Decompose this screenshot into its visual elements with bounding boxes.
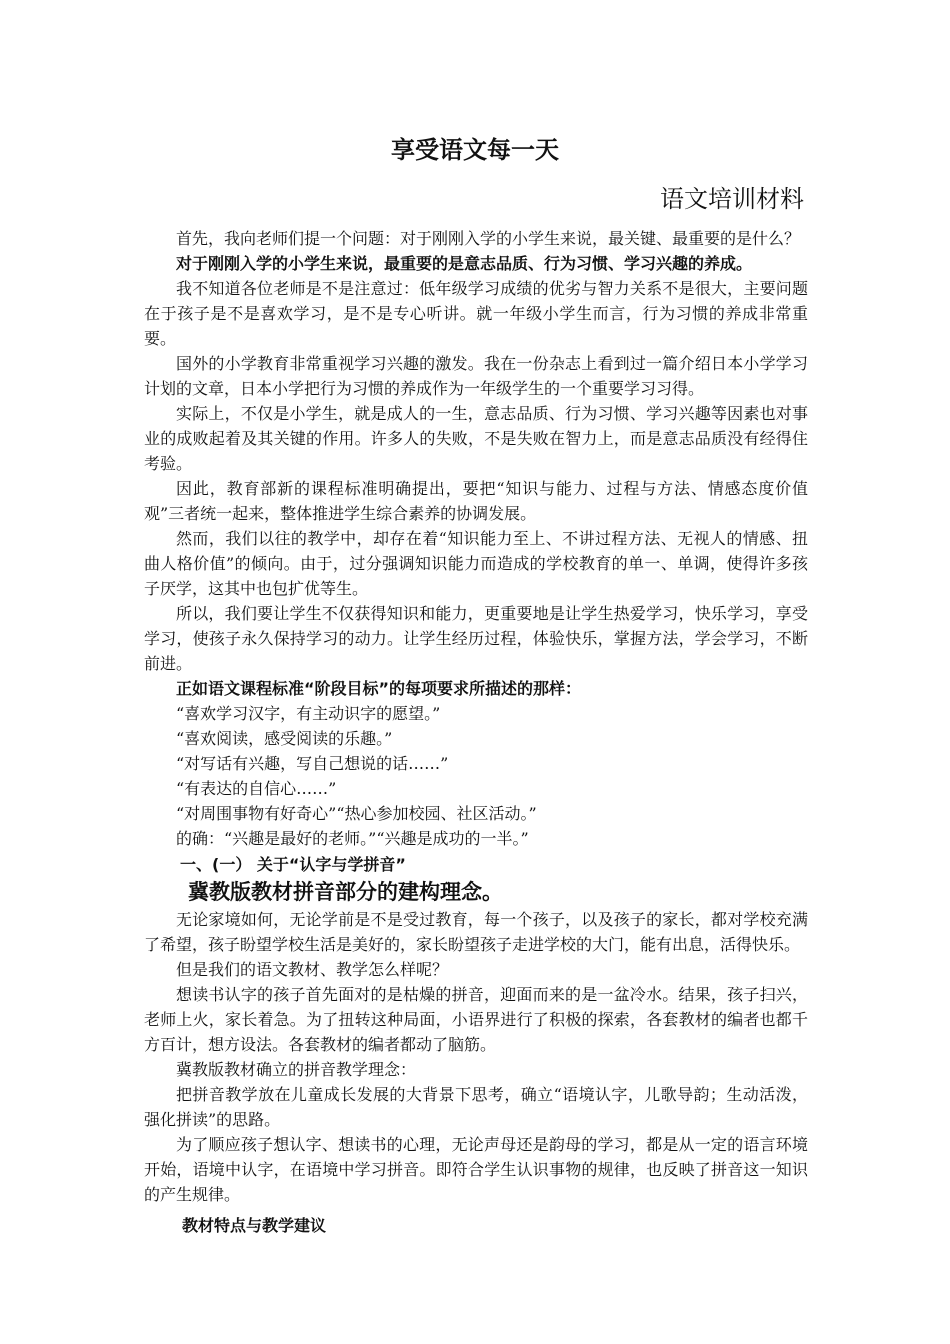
paragraph: 无论家境如何，无论学前是不是受过教育，每一个孩子，以及孩子的家长，都对学校充满了希望，孩子盼望学校生活是美好的，家长盼望孩子走进学校的大门，能有出息，活得快乐。 bbox=[144, 910, 808, 954]
quote-line: “对写话有兴趣，写自己想说的话……” bbox=[176, 754, 449, 773]
paragraph: 冀教版教材确立的拼音教学理念： bbox=[176, 1060, 417, 1079]
paragraph: 想读书认字的孩子首先面对的是枯燥的拼音，迎面而来的是一盆冷水。结果，孩子扫兴，老师上火，家长着急。为了扭转这种局面，小语界进行了积极的探索，各套教材的编者也都千方百计，想方设法。各套教材的编者都动了脑筋。 bbox=[144, 985, 808, 1054]
paragraph: 为了顺应孩子想认字、想读书的心理，无论声母还是韵母的学习，都是从一定的语言环境开始，语境中认字，在语境中学习拼音。即符合学生认识事物的规律，也反映了拼音这一知识的产生规律。 bbox=[144, 1135, 808, 1204]
quote-line: “喜欢学习汉字，有主动识字的愿望。” bbox=[176, 704, 441, 723]
paragraph: 实际上，不仅是小学生，就是成人的一生，意志品质、行为习惯、学习兴趣等因素也对事业的成败起着及其关键的作用。许多人的失败，不是失败在智力上，而是意志品质没有经得住考验。 bbox=[144, 404, 808, 473]
quote-line: “喜欢阅读，感受阅读的乐趣。” bbox=[176, 729, 393, 748]
document-title: 享受语文每一天 bbox=[391, 136, 559, 164]
footer-heading: 教材特点与教学建议 bbox=[182, 1216, 327, 1235]
paragraph: 然而，我们以往的教学中，却存在着“知识能力至上、不讲过程方法、无视人的情感、扭曲人格价值”的倾向。由于，过分强调知识能力而造成的学校教育的单一、单调，使得许多孩子厌学，这其中也包扩优等生。 bbox=[144, 529, 808, 598]
paragraph: 把拼音教学放在儿童成长发展的大背景下思考，确立“语境认字，儿歌导韵；生动活泼，强化拼读”的思路。 bbox=[144, 1085, 808, 1129]
paragraph: 所以，我们要让学生不仅获得知识和能力，更重要地是让学生热爱学习，快乐学习，享受学习，使孩子永久保持学习的动力。让学生经历过程，体验快乐，掌握方法，学会学习，不断前进。 bbox=[144, 604, 808, 673]
quote-line: “有表达的自信心……” bbox=[176, 779, 337, 798]
section-heading: 一、(一） 关于“认字与学拼音” bbox=[180, 855, 406, 874]
quote-line: “对周围事物有好奇心”“热心参加校园、社区活动。” bbox=[176, 804, 537, 823]
bold-paragraph: 正如语文课程标准“阶段目标”的每项要求所描述的那样： bbox=[176, 679, 582, 698]
paragraph: 因此，教育部新的课程标准明确提出，要把“知识与能力、过程与方法、情感态度价值观”三者统一起来，整体推进学生综合素养的协调发展。 bbox=[144, 479, 808, 523]
quote-line: 的确：“兴趣是最好的老师。”“兴趣是成功的一半。” bbox=[176, 829, 529, 848]
paragraph: 首先，我向老师们提一个问题：对于刚刚入学的小学生来说，最关键、最重要的是什么？ bbox=[176, 229, 801, 248]
paragraph: 我不知道各位老师是不是注意过：低年级学习成绩的优劣与智力关系不是很大，主要问题在于孩子是不是喜欢学习，是不是专心听讲。就一年级小学生而言，行为习惯的养成非常重要。 bbox=[144, 279, 808, 348]
document-subtitle: 语文培训材料 bbox=[660, 185, 804, 213]
paragraph: 但是我们的语文教材、教学怎么样呢？ bbox=[176, 960, 449, 979]
bold-paragraph: 对于刚刚入学的小学生来说，最重要的是意志品质、行为习惯、学习兴趣的养成。 bbox=[176, 254, 753, 273]
document-body bbox=[144, 226, 808, 1238]
section-subheading: 冀教版教材拼音部分的建构理念。 bbox=[188, 880, 503, 904]
paragraph: 国外的小学教育非常重视学习兴趣的激发。我在一份杂志上看到过一篇介绍日本小学学习计划的文章，日本小学把行为习惯的养成作为一年级学生的一个重要学习习得。 bbox=[144, 354, 808, 398]
